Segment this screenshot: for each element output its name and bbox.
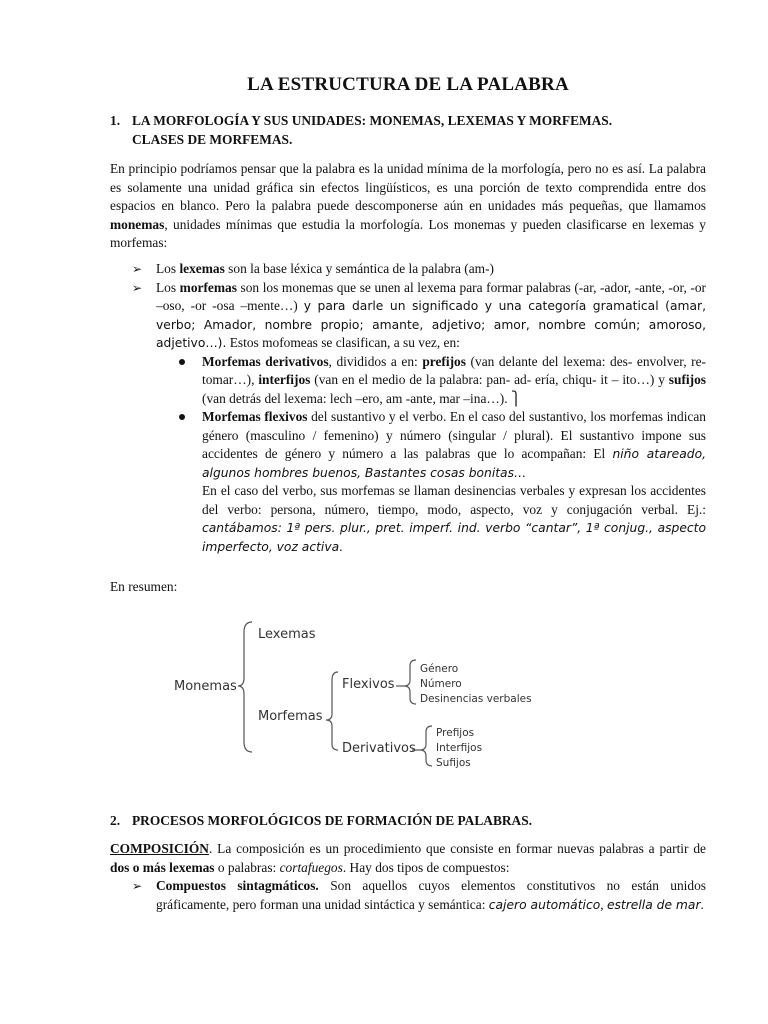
- document-title: LA ESTRUCTURA DE LA PALABRA: [247, 74, 569, 95]
- brace-morfemas: [326, 672, 338, 750]
- term-composicion: COMPOSICIÓN: [110, 841, 209, 856]
- section-2-heading: [110, 812, 692, 831]
- list-item-flexivos: Morfemas flexivos del sustantivo y el verbo. En el caso del sustantivo, los morfemas indican género (masculino / femenino) y número (singular / plural). El sustantivo impone sus accidentes de género y número a las palabras que lo acompañan: El niño atareado, algunos hombres buenos, Bastantes cosas bonitas… En el caso del verbo, sus morfemas se llaman desinencias verbales y expresan los accidentes del verbo: persona, número, tiempo, modo, aspecto, voz y conjugación verbal. Ej.: cantábamos: 1ª pers. plur., pret. imperf. ind. verbo “cantar”, 1ª conjug., aspecto imperfecto, voz activa.: [156, 408, 706, 556]
- diagram-flexivos-item: Número: [420, 678, 462, 690]
- section-2-heading-text: PROCESOS MORFOLÓGICOS DE FORMACIÓN DE PALABRAS.: [132, 813, 533, 828]
- list-item-sintagmaticos: ➢ Compuestos sintagmáticos. Son aquellos cuyos elementos constitutivos no están unidos gráficamente, pero forman una unidad sintáctica y semántica: cajero automático, estrella de mar.: [110, 877, 706, 914]
- intro-paragraph: En principio podríamos pensar que la palabra es la unidad mínima de la morfología, pero no es así. La palabra es solamente una unidad gráfica sin efectos lingüísticos, es una porción de texto comprendida entre dos espacios en blanco. Pero la palabra puede descomponerse aún en unidades más pequeñas, que llamamos monemas, unidades mínimas que estudia la morfología. Los monemas y pueden clasificarse en lexemas y morfemas:: [110, 161, 706, 250]
- morfema-classes-list: [156, 353, 706, 557]
- brace-flexivos: [404, 660, 416, 704]
- brace-derivativos: [420, 726, 432, 766]
- section-1-heading-line1: LA MORFOLOGÍA Y SUS UNIDADES: MONEMAS, LEXEMAS Y MORFEMAS.: [132, 113, 613, 128]
- section-2-number: 2.: [110, 813, 121, 828]
- diagram-derivativos-item: Prefijos: [436, 727, 475, 739]
- brace-monemas: [238, 622, 252, 752]
- list-item-lexemas: ➢ Los lexemas son la base léxica y semántica de la palabra (am-): [110, 260, 706, 279]
- diagram-label-derivativos: Derivativos: [342, 741, 416, 756]
- section-1-heading: [110, 112, 692, 149]
- term-monemas: monemas: [110, 216, 165, 232]
- monemas-diagram: [170, 610, 550, 790]
- diagram-label-lexemas: Lexemas: [258, 627, 316, 642]
- diagram-flexivos-item: Género: [420, 663, 459, 675]
- compuestos-list: [110, 877, 706, 914]
- composicion-paragraph: COMPOSICIÓN. La composición es un procedimiento que consiste en formar nuevas palabras a partir de dos o más lexemas o palabras: cortafuegos. Hay dos tipos de compuestos:: [110, 841, 706, 875]
- list-item-morfemas: ➢ Los morfemas son los monemas que se unen al lexema para formar palabras (-ar, -ador, -ante, -or, -or –oso, -or -osa –mente…) y para darle un significado y una categoría gramatical (amar, verbo; Amador, nombre propio; amante, adjetivo; amor, nombre común; amoroso, adjetivo…). Estos mofomeas se clasifican, a su vez, en: Morfemas derivativos, divididos a en: prefijos (van delante del lexema: des- envolver, re- tomar…), interfijos (van en el medio de la palabra: pan- ad- ería, chiqu- it – ito…) y sufijos (van detrás del lexema: lech –ero, am -ante, mar –ina…). ⎫ Morfemas flexivos del sustantivo y el verbo. En el caso del sustantivo, los morfemas indican género (masculino / femenino) y número (singular / plural). El sustantivo impone sus accidentes de género y número a las palabras que lo acompañan: El niño atareado, algunos hombres buenos, Bastantes cosas bonitas… En el caso del verbo, sus morfemas se llaman desinencias verbales y expresan los accidentes del verbo: persona, número, tiempo, modo, aspecto, voz y conjugación verbal. Ej.: cantábamos: 1ª pers. plur., pret. imperf. ind. verbo “cantar”, 1ª conjug., aspecto imperfecto, voz activa.: [110, 279, 706, 557]
- diagram-label-monemas: Monemas: [174, 679, 237, 694]
- diagram-derivativos-item: Sufijos: [436, 757, 471, 769]
- diagram-derivativos-item: Interfijos: [436, 742, 483, 754]
- list-item-derivativos: Morfemas derivativos, divididos a en: prefijos (van delante del lexema: des- envolver, re- tomar…), interfijos (van en el medio de la palabra: pan- ad- ería, chiqu- it – ito…) y sufijos (van detrás del lexema: lech –ero, am -ante, mar –ina…). ⎫: [156, 353, 706, 409]
- summary-label: En resumen:: [110, 579, 178, 594]
- monema-types-list: [110, 260, 706, 556]
- diagram-label-flexivos: Flexivos: [342, 677, 395, 692]
- section-1-heading-line2: CLASES DE MORFEMAS.: [132, 131, 293, 147]
- diagram-label-morfemas: Morfemas: [258, 709, 323, 724]
- diagram-flexivos-item: Desinencias verbales: [420, 693, 532, 705]
- section-1-number: 1.: [110, 113, 121, 128]
